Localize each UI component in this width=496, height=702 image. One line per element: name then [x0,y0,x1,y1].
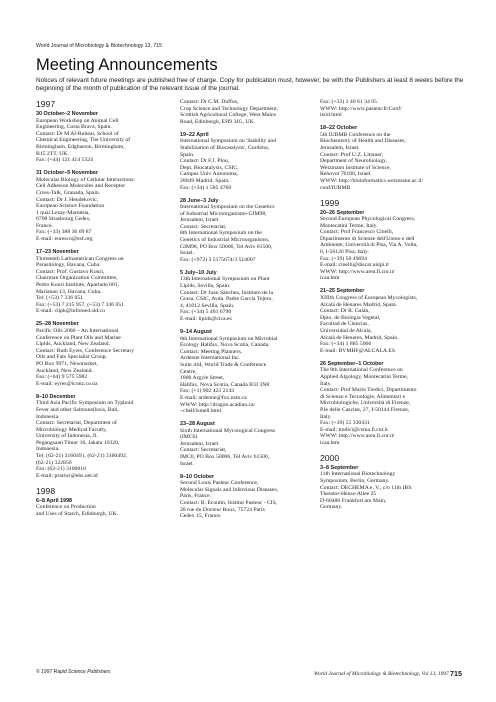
year-heading: 2000 [320,452,340,463]
entry-line: 28049 Madrid, Spain. [180,177,230,184]
entry-line: Applied Algology, Montecatini Terme, [320,373,409,380]
entry-line: Contact: Dr C.M. Duffus, [180,99,239,105]
entry-line: Auckland, New Zealand. [36,367,93,374]
entry-line: Rehovot 76100, Israel. [320,171,372,178]
entry-line: 8th International Symposium on the [180,230,262,237]
meeting-date: 8–10 October [180,473,215,480]
entry-line: Fax: (+34) 1 585 4760 [180,184,232,191]
meeting-date: 18–22 October [320,125,358,132]
entry-line: Department of Neurobiology, [320,158,388,165]
meeting-entry [180,270,312,323]
entry-line: D-60486 Frankfurt am Main, [320,497,387,504]
entry-line: Fax: (+44) 121 414 5324 [36,157,93,164]
entry-line: Tel: (+53) 7 336 051 [36,295,84,302]
entry-line: icaa.htm [320,275,340,282]
entry-line: Molecular Biology of Cellular Interactions: [36,176,135,183]
meeting-entry [180,132,312,191]
entry-line: Cell Adhesion Molecules and Receptor [36,183,126,190]
entry-line: European Workshop on Animal Cell [36,117,119,124]
entry-line: Contact: Prof. Gustavo Kouri, [36,268,105,275]
entry-line: International Symposium on the Genetics [180,204,275,211]
entry-line: Israel. [180,460,195,467]
entry-line: Contact: DECHEMA e. V., c/o 11th IBS. [320,484,413,491]
meeting-entry [320,361,452,447]
meeting-entry [180,198,312,264]
intro-paragraph: Notices of relevant future meetings are published free of charge. Copy for publication must, however, be with the Publishers at least 8 weeks before the beginning of the month of publication of the relevant issue of the journal. [36,77,464,92]
meeting-entry [180,329,312,415]
entry-line: di Scienze e Tecnologie, Alimentari e [320,393,406,400]
entry-line: Fax: (+39) 50 49694 [320,255,367,262]
entry-line: Contact: Ruth Eyres, Conference Secretary [36,347,135,354]
meeting-entry [180,421,312,467]
entry-line: Parasitology, Havana, Cuba. [36,262,101,269]
meeting-date: 23–28 August [180,421,215,428]
column-1 [36,99,168,524]
entry-line: 13th International Symposium on Plant [180,276,270,283]
entry-line: Contact: Dr F.J. Plou, [180,158,230,165]
entry-line: Contact: Secretariat, Department of [36,420,117,427]
entry-line: Pedro Kouri Institute, Apartado 601, [36,282,120,289]
entry-line: Tel: (62-21) 3160491, (62-21) 3160492, [36,453,128,460]
entry-line: Facultad de Ciencias, [320,321,369,328]
entry-line: Birmingham, Edgbaston, Birmingham, [36,143,125,150]
entry-line: University of Indonesia, Jl. [36,433,98,440]
entry-line: B15 2TT, UK. [36,150,69,157]
entry-line: Alcalá de Henares, Madrid, Spain. [320,334,399,341]
entry-line: 6708 Strasbourg Cedex, [36,216,91,223]
copyright: © 1997 Rapid Science Publishers [36,669,111,675]
entry-line: P.le delle Cascine, 27, I-50144 Firenze, [320,406,410,413]
meeting-date: 19–22 April [180,131,209,138]
meeting-date: 9–14 August [180,328,212,335]
meeting-entry [180,474,312,520]
entry-line: Germany. [320,504,343,511]
entry-line: Montecatini Terme, Italy. [320,222,378,229]
entry-line: Jerusalem, Israel. [320,144,360,151]
entry-line: Contact: B. Ecoutin, Institut Pasteur - CIS, [180,500,278,506]
entry-line: Contact: Prof U.Z. Littauer, [320,151,383,158]
entry-line: 4, 41012 Sevilla, Spain. [180,302,235,309]
entry-line: and Uses of Starch, Edinburgh, UK. [36,511,119,518]
meeting-date: 30 October–2 November [36,111,99,117]
meeting-entry [36,394,168,480]
meeting-date: 25–28 November [36,321,79,328]
entry-line: Fax: (+34) 1 885 5066 [320,341,372,348]
entry-line: Conference on Plant Oils and Marine [36,334,121,341]
entry-line: Fever and other Salmonellosis, Bali, [36,406,119,413]
entry-line: Italy. [320,413,332,420]
entry-line: Second European Phycological Congress, [320,216,416,223]
entry-line: E-mail: lipids@cica.es [180,315,232,322]
entry-line: Symposium, Berlin, Germany. [320,478,390,485]
entry-line: Indonesia. [36,446,60,453]
entry-line: Jerusalem, Israel. [180,440,220,447]
entry-line: itsid.html [320,112,342,119]
meeting-date: 17–23 November [36,249,79,256]
entry-line: Contact: Dr M Al-Rubeai, School of [36,130,119,137]
entry-line: Road, Edinburgh, EH9 3JG, UK. [180,118,256,125]
entry-line: Fax: (+1) 902 423 2143 [180,388,235,395]
entry-line: Biochemistry of Health and Diseases, [320,138,406,145]
entry-line: 8th International Symposium on Microbial [180,335,278,342]
meeting-entry-continued [320,99,452,119]
meeting-entry-continued [180,99,312,125]
entry-line: 1800 Argyle Street, [180,375,225,382]
entry-line: Contact: Secretariat, [180,447,227,454]
entry-line: 28 rue du Docteur Roux, 75724 Paris [180,506,265,513]
entry-line: International Symposium on 'Stability and [180,138,277,145]
entry-line: Jerusalem, Israel. [180,217,220,224]
entry-line: Alcalá de Henares Madrid, Spain. [320,301,398,308]
page-number: 715 [450,669,462,678]
entry-line: (62-21) 322850 [36,459,72,466]
meeting-date: 20–26 September [320,209,365,216]
entry-line: WWW: http://dragon.acadiau.ca/ [180,401,256,408]
entry-line: Centre, [180,368,197,375]
entry-line: 11th International Biotechnology [320,471,396,478]
meeting-date: 3–8 September [320,464,359,471]
entry-line: GIM98, PO Box 50006, Tel Aviv 61500, [180,243,273,250]
entry-line: Israel. [180,250,195,257]
column-3 [320,99,452,517]
meeting-entry [36,498,168,518]
year-heading: 1999 [320,197,340,208]
entry-line: WWW: http://www.area.fi.cnr.it/ [320,268,395,275]
entry-line: Halifax, Nova Scotia, Canada B3J 3N8 [180,381,270,388]
entry-line: XIIIth Congress of European Mycologists, [320,295,418,302]
entry-line: Scottish Agricultural College, West Mains [180,112,276,119]
entry-line: Engineering, Costa Brava, Spain. [36,124,112,131]
entry-line: (IMC6) [180,434,198,441]
journal-footer: World Journal of Microbiology & Biotechnology, Vol 13, 1997 [314,671,449,677]
entry-line: Sixth International Mycological Congress [180,427,276,434]
entry-line: Fax: (+53) 7 215 957, (+53) 7 336 051 [36,301,125,308]
entry-line: Contact: Dr J. Hendekovic, [36,196,99,203]
entry-line: Lipids, Sevilla, Spain. [180,283,231,290]
meeting-date: 21–25 September [320,288,365,295]
entry-line: Campus Univ Autonoma, [180,171,238,178]
meeting-date: 28 June–3 July [180,197,219,204]
entry-line: Fax: (+972) 3 5175674/3 514007 [180,256,256,263]
year-heading: 1998 [36,485,56,496]
entry-line: Cross-Talk, Granada, Spain. [36,189,101,196]
entry-line: Italy. [320,380,332,387]
entry-line: Contact: Dr R. Galán, [320,308,370,315]
entry-line: Pacific Oils 2000 – An International [36,327,119,334]
entry-line: Conference on Production [36,504,96,511]
entry-line: Ecology Halifax, Nova Scotia, Canada. [180,342,270,349]
entry-line: Cedex 15, France. [180,513,222,520]
entry-line: Chemical Engineering, The University of [36,137,131,144]
meeting-entry [36,249,168,315]
entry-line: Ardenne International Inc. [180,355,241,362]
entry-line: The 8th International Conference on [320,367,403,374]
entry-line: Lipids, Auckland, New Zealand. [36,341,110,348]
meeting-date: 31 October–5 November [36,170,99,177]
entry-line: Theodor-Heuss-Allee 25 [320,491,377,498]
entry-line: E-mail: euresco@esf.org [36,236,93,243]
entry-line: PO Box 9971, Newmarket, [36,360,98,367]
entry-line: Suite 444, World Trade & Conference [180,361,267,368]
meeting-entry [36,111,168,164]
running-header: World Journal of Microbiology & Biotechnology 13, 715 [36,43,162,49]
entry-line: Contact: Secretariat, [180,223,227,230]
page-title: Meeting Announcements [36,56,218,74]
entry-line: Dipartimento di Scienze dell'Uomo e dell [320,235,415,242]
entry-line: Fax: (+64) 9 575 5982 [36,374,88,381]
entry-line: Microbiology Medical Faculty, [36,426,107,433]
entry-line: E-mail: cinelli@discat.unipi.it [320,262,389,269]
entry-line: ~cbell/isme8.html [180,408,222,415]
entry-line: Paris, France. [180,493,212,500]
meeting-date: 8–10 December [36,393,76,400]
meeting-entry [320,210,452,283]
meeting-entry [320,465,452,511]
meeting-date: 26 September–1 October [320,360,384,367]
entry-line: E-mail: tredici@csma.fi.cnr.it [320,426,388,433]
entry-line: Grasa, CSIC, Avda. Padre García Tejero, [180,296,273,303]
entry-line: Contact: Dr Juan Sánchez, Instituto de la [180,289,274,296]
entry-line: E-mail: ardenne@fox.nstn.ca [180,394,247,401]
entry-line: 6, I-56126 Pisa, Italy. [320,249,369,256]
entry-line: IMC6, PO Box 50006, Tel Aviv 61500, [180,454,270,461]
entry-line: Microbiologiche, Università di Firenze, [320,400,411,407]
entry-line: France. [36,222,53,229]
entry-line: Genetics of Industrial Microorganisms, [180,237,270,244]
entry-line: Fax: (+33) 1 40 61 34 05 [320,99,377,105]
meeting-entry [320,288,452,354]
entry-line: E-mail: eyres@iconz.co.nz [36,380,98,387]
entry-line: of Industrial Microorganisms-GIM98, [180,210,267,217]
entry-line: E-mail: pratiwi@ebs.net.id [36,472,98,479]
entry-line: E-mail: BVMHF@ALCALA.ES [320,347,396,354]
entry-line: conf/IUBMB [320,184,351,191]
entry-line: Universidad de Alcala, [320,327,372,334]
meeting-entry [320,125,452,191]
entry-line: WWW: http://bioinformatics.weizmann.ac.il/ [320,177,424,184]
entry-line: Crop Science and Technology Department, [180,105,278,112]
entry-line: Contact: Prof Mario Tredici, Dipartimento [320,387,417,394]
entry-line: Indonesia. [36,413,60,420]
entry-line: Contact: Meeting Planners, [180,348,243,355]
entry-line: Dept. Biocatalysis, CSIC, [180,164,239,171]
column-2 [180,99,312,526]
entry-line: Spain. [180,151,195,158]
entry-line: WWW: http://www.area.fi.cnr.it/ [320,433,395,440]
year-heading: 1997 [36,99,56,109]
entry-line: 5th IUBMB Conference on the [320,131,391,138]
meeting-date: 5 July–10 July [180,269,217,276]
entry-line: WWW: http://www.pasteur.fr/Conf/ [320,105,402,112]
entry-line: Marianao 13, Havana, Cuba. [36,288,102,295]
entry-line: Fax: (+39) 55 330431 [320,420,370,427]
entry-line: 1 quai Lezay-Marnésia, [36,209,90,216]
entry-line: Ambiente, Università di Pisa, Via A. Volta, [320,242,418,249]
entry-line: Fax: (+33) 388 36 69 87 [36,229,92,236]
meeting-entry [36,321,168,387]
entry-line: Contact: Prof Francesco Cinelli, [320,229,394,236]
entry-line: E-mail: ciipk@infomed.sld.cu [36,308,105,315]
entry-line: Pegangsaan Timur 16, Jakata 10320, [36,439,120,446]
entry-line: European Science Foundation [36,203,105,210]
entry-line: Third Asia Pacific Symposium on Typhoid [36,400,134,407]
meeting-entry [36,170,168,243]
entry-line: Thirteenth Latinamerican Congress on [36,255,124,262]
meeting-date: 6–8 April 1998 [36,497,73,504]
entry-line: Stabilization of Biocatalysts', Cordoba, [180,144,270,151]
entry-line: Fax: (62-21) 3100810 [36,466,86,473]
entry-line: Weizmann Institute of Science, [320,164,391,171]
entry-line: Molecular Signals and Infectious Diseases, [180,486,279,493]
entry-line: Dpto. de Biologia Vegetal, [320,314,381,321]
entry-line: Oils and Fats Specialist Group, [36,354,107,361]
entry-line: icaa.htm [320,439,340,446]
entry-line: Fax: (+34) 5 461 6790 [180,309,232,316]
entry-line: Chairman Organization Committee, [36,275,118,282]
entry-line: Second Louis Pasteur Conference, [180,480,259,487]
